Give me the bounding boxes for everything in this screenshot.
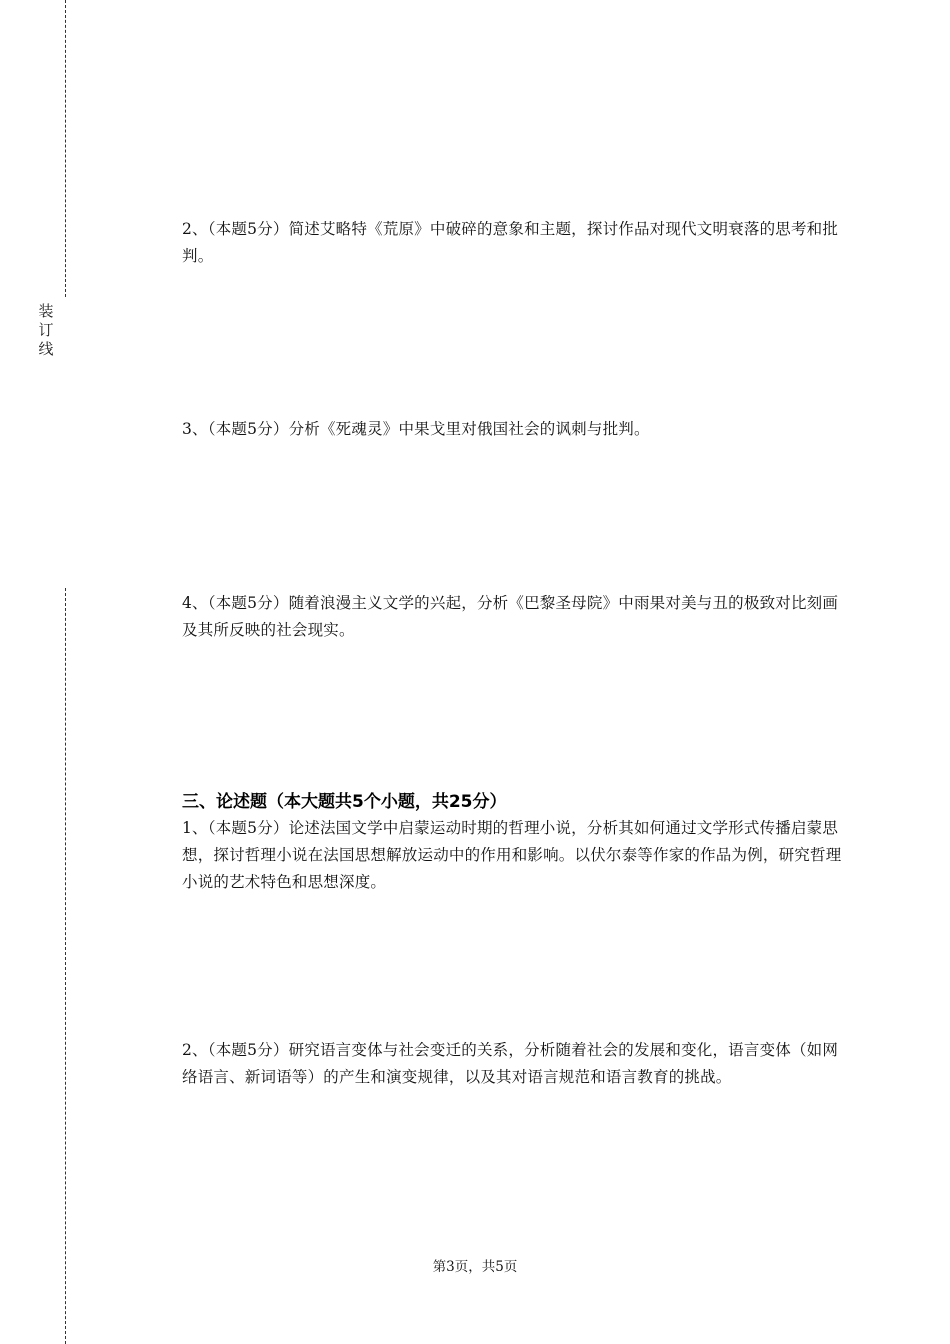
question-2: 2、（本题5分）简述艾略特《荒原》中破碎的意象和主题，探讨作品对现代文明衰落的思考和批判。 xyxy=(182,220,839,265)
essay-question-1: 1、（本题5分）论述法国文学中启蒙运动时期的哲理小说，分析其如何通过文学形式传播启蒙思想，探讨哲理小说在法国思想解放运动中的作用和影响。以伏尔泰等作家的作品为例，研究哲理小说的艺术特色和思想深度。 xyxy=(182,819,842,891)
question-4: 4、（本题5分）随着浪漫主义文学的兴起，分析《巴黎圣母院》中雨果对美与丑的极致对比刻画及其所反映的社会现实。 xyxy=(182,594,839,639)
question-3: 3、（本题5分）分析《死魂灵》中果戈里对俄国社会的讽刺与批判。 xyxy=(182,420,650,438)
essay-question-2: 2、（本题5分）研究语言变体与社会变迁的关系，分析随着社会的发展和变化，语言变体（如网络语言、新词语等）的产生和演变规律，以及其对语言规范和语言教育的挑战。 xyxy=(182,1041,839,1086)
binding-label-char: 订 xyxy=(38,321,54,339)
binding-label-char: 线 xyxy=(38,340,54,358)
binding-label-char: 装 xyxy=(38,302,54,320)
binding-dashed-line-bottom xyxy=(65,588,66,1344)
page-footer: 第3页，共5页 xyxy=(432,1259,518,1275)
binding-line-label xyxy=(36,302,56,359)
section-heading-essay: 三、论述题（本大题共5个小题，共25分） xyxy=(182,792,507,812)
binding-dashed-line-top xyxy=(65,0,66,297)
